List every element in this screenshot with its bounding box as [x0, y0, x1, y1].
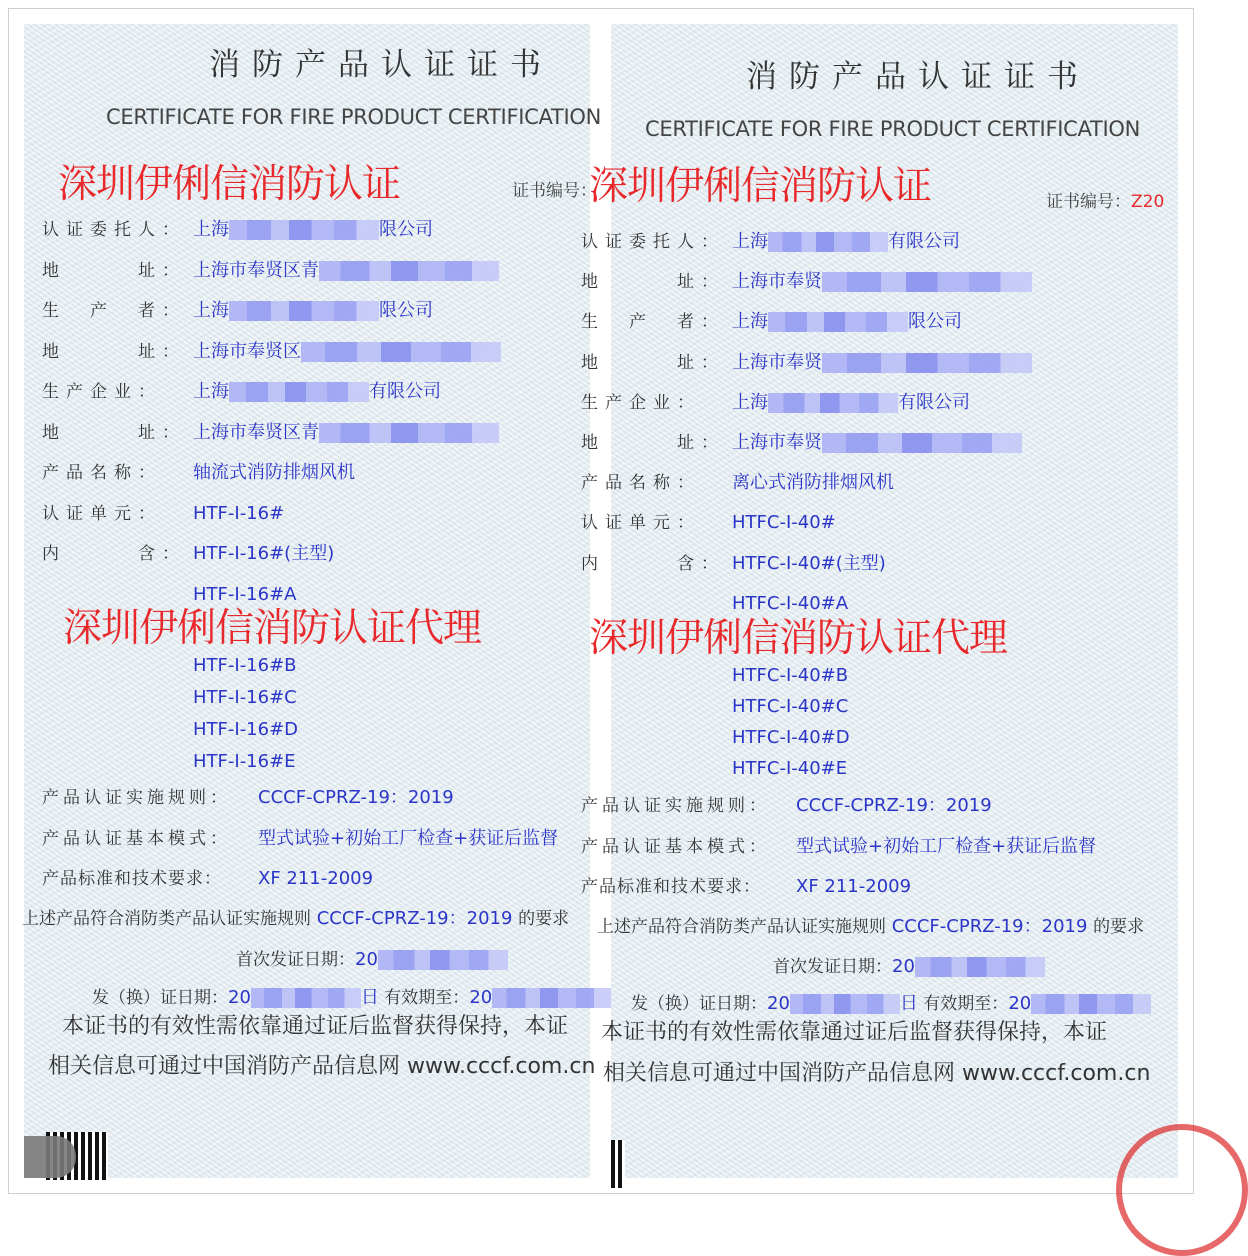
redacted-blur: [492, 988, 612, 1008]
certificate-number: [1046, 190, 1164, 214]
field-value: [193, 340, 501, 364]
issue-tail: 日: [899, 993, 918, 1014]
redacted-blur: [229, 220, 379, 240]
field-value: [193, 583, 296, 607]
mode-label: 产品认证基本模式：: [581, 836, 770, 857]
field-value-prefix: HTF-I-16#B: [193, 655, 297, 676]
certificate-right: [581, 24, 1178, 1178]
redacted-blur: [229, 382, 369, 402]
field-value-prefix: HTFC-I-40#: [732, 512, 836, 534]
redacted-blur: [915, 957, 1045, 977]
redacted-blur: [24, 1136, 76, 1178]
watermark-middle: 深圳伊俐信消防认证代理: [589, 616, 1008, 661]
field-value: [732, 431, 1022, 455]
redacted-blur: [229, 301, 379, 321]
field-label: 认证单元：: [581, 513, 701, 534]
field-value-prefix: 上海市奉贤: [732, 432, 822, 453]
watermark-top: 深圳伊俐信消防认证: [58, 162, 401, 207]
field-value: [732, 471, 894, 495]
first-issue-date: [236, 948, 508, 972]
field-value-prefix: HTFC-I-40#A: [732, 592, 849, 614]
valid-value: 20: [1008, 993, 1032, 1014]
field-value-suffix: 限公司: [908, 311, 962, 333]
field-value: [732, 511, 836, 535]
redacted-blur: [768, 232, 888, 252]
field-label: 生 产 者：: [581, 312, 725, 333]
redacted-blur: [768, 393, 898, 413]
field-value-prefix: HTFC-I-40#B: [732, 665, 849, 686]
field-value: [193, 718, 298, 742]
field-value-prefix: 上海市奉贤: [732, 351, 822, 373]
conformity-tail: 的要求: [1093, 917, 1145, 937]
first-issue-value: 20: [892, 956, 915, 977]
conformity-rule: CCCF-CPRZ-19：2019: [311, 908, 519, 929]
field-label: 生 产 者：: [42, 301, 186, 321]
official-seal-icon: [1116, 1124, 1248, 1256]
certificate-title: 消防产品认证证书: [746, 59, 1090, 95]
certificate-number-label: 证书编号：: [1046, 192, 1131, 212]
conformity-text: 上述产品符合消防类产品认证实施规则: [22, 909, 311, 929]
field-label: 认证委托人：: [581, 232, 725, 252]
field-value: [732, 230, 960, 254]
certificate-title-en: CERTIFICATE FOR FIRE PRODUCT CERTIFICATION: [645, 117, 1140, 141]
redacted-blur: [790, 994, 900, 1014]
field-value: [193, 686, 297, 710]
field-value-prefix: HTFC-I-40#C: [732, 696, 849, 717]
conformity-statement: [22, 907, 569, 931]
field-label: 内 含：: [42, 544, 186, 564]
qr-code-icon: [611, 1140, 625, 1188]
field-value-prefix: HTF-I-16#A: [193, 583, 297, 605]
field-value-prefix: 离心式消防排烟风机: [732, 472, 894, 494]
field-label: 生产企业：: [581, 392, 701, 413]
field-value-prefix: 上海: [732, 311, 768, 333]
field-label: 产品名称：: [581, 473, 701, 494]
field-value: [193, 259, 499, 283]
field-value-suffix: 限公司: [379, 300, 433, 321]
field-value-prefix: 上海市奉贤: [732, 271, 822, 293]
rules-label: 产品认证实施规则：: [42, 788, 231, 808]
field-value: [732, 695, 848, 719]
redacted-blur: [822, 272, 1032, 292]
rules-value: CCCF-CPRZ-19：2019: [258, 787, 454, 808]
rules-label: 产品认证实施规则：: [581, 796, 770, 816]
field-value: [732, 757, 847, 781]
watermark-middle: 深圳伊俐信消防认证代理: [63, 606, 482, 651]
certificate-number-label: 证书编号：: [512, 181, 597, 201]
redacted-blur: [768, 312, 908, 332]
footer-validity-note: 本证书的有效性需依靠通过证后监督获得保持，本证: [601, 1020, 1108, 1045]
certificate-title: 消防产品认证证书: [209, 47, 553, 83]
field-label: 认证委托人：: [42, 220, 186, 240]
conformity-text: 上述产品符合消防类产品认证实施规则: [597, 917, 886, 937]
valid-label: 有效期至：: [378, 988, 470, 1008]
field-label: 地 址：: [42, 341, 186, 362]
certificate-left: [22, 24, 601, 1178]
issue-date: [631, 992, 1151, 1016]
field-value: [732, 391, 970, 415]
field-value-prefix: HTFC-I-40#D: [732, 727, 850, 748]
footer-validity-note: 本证书的有效性需依靠通过证后监督获得保持，本证: [62, 1014, 569, 1039]
field-value-prefix: 上海: [193, 300, 229, 321]
mode-value: 型式试验+初始工厂检查+获证后监督: [796, 835, 1097, 857]
field-value-suffix: 限公司: [379, 219, 433, 240]
field-value-prefix: HTF-I-16#D: [193, 719, 299, 740]
field-label: 地 址：: [42, 260, 186, 281]
field-value-prefix: HTF-I-16#C: [193, 687, 297, 708]
redacted-blur: [1031, 994, 1151, 1014]
mode-label: 产品认证基本模式：: [42, 828, 231, 849]
certificate-number: [512, 179, 597, 203]
field-label: 地 址：: [42, 422, 186, 443]
field-value-prefix: 上海市奉贤区: [193, 340, 301, 362]
first-issue-label: 首次发证日期：: [773, 957, 892, 977]
field-value: [732, 552, 886, 576]
certificate-number-value: Z20: [1131, 192, 1165, 212]
rules-value: CCCF-CPRZ-19：2019: [796, 795, 992, 816]
field-label: 生产企业：: [42, 382, 162, 402]
field-value: [193, 421, 499, 445]
redacted-blur: [319, 261, 499, 281]
redacted-blur: [822, 433, 1022, 453]
issue-date: [92, 986, 612, 1010]
field-value-suffix: 有限公司: [369, 381, 441, 402]
field-value-prefix: HTFC-I-40#E: [732, 758, 848, 779]
field-label: 内 含：: [581, 553, 725, 574]
field-label: 地 址：: [581, 352, 725, 373]
field-value: [732, 270, 1032, 294]
field-label: 地 址：: [581, 433, 725, 453]
field-value-suffix: 有限公司: [898, 391, 970, 413]
redacted-blur: [378, 950, 508, 970]
field-value: [193, 654, 297, 678]
field-value: [732, 351, 1032, 375]
standard-value: XF 211-2009: [796, 876, 912, 897]
first-issue-date: [773, 955, 1045, 979]
field-label: 产品名称：: [42, 463, 162, 483]
field-value: [732, 592, 848, 616]
standard-label: 产品标准和技术要求：: [42, 869, 222, 889]
field-value: [193, 542, 334, 566]
field-label: 地 址：: [581, 272, 725, 293]
mode-value: 型式试验+初始工厂检查+获证后监督: [258, 827, 559, 849]
conformity-tail: 的要求: [518, 909, 570, 929]
redacted-blur: [822, 353, 1032, 373]
field-value: [193, 750, 296, 774]
issue-label: 发（换）证日期：: [631, 994, 767, 1014]
field-value-prefix: HTF-I-16#E: [193, 751, 296, 772]
field-value-prefix: 轴流式消防排烟风机: [193, 462, 355, 483]
first-issue-value: 20: [355, 949, 378, 970]
footer-info-website: 相关信息可通过中国消防产品信息网 www.cccf.com.cn: [603, 1061, 1151, 1086]
field-value-prefix: 上海: [193, 219, 229, 240]
field-value: [732, 310, 962, 334]
redacted-blur: [301, 342, 501, 362]
field-value-prefix: 上海: [732, 231, 768, 252]
field-label: 认证单元：: [42, 503, 162, 524]
first-issue-label: 首次发证日期：: [236, 950, 355, 970]
field-value: [193, 299, 433, 323]
field-value-suffix: 有限公司: [888, 231, 960, 252]
watermark-top: 深圳伊俐信消防认证: [589, 164, 932, 209]
valid-label: 有效期至：: [917, 994, 1009, 1014]
field-value: [193, 380, 441, 404]
field-value: [193, 461, 355, 485]
valid-value: 20: [469, 987, 493, 1008]
standard-value: XF 211-2009: [258, 868, 374, 889]
field-value-prefix: 上海: [732, 391, 768, 413]
field-value-prefix: HTF-I-16#: [193, 502, 285, 524]
conformity-rule: CCCF-CPRZ-19：2019: [886, 916, 1094, 937]
field-value-prefix: HTF-I-16#(主型): [193, 543, 335, 564]
field-value-prefix: 上海: [193, 381, 229, 402]
footer-info-website: 相关信息可通过中国消防产品信息网 www.cccf.com.cn: [48, 1054, 596, 1079]
conformity-statement: [597, 915, 1144, 939]
field-value: [193, 218, 433, 242]
standard-label: 产品标准和技术要求：: [581, 877, 761, 897]
certificate-title-en: CERTIFICATE FOR FIRE PRODUCT CERTIFICATION: [106, 105, 601, 129]
redacted-blur: [251, 988, 361, 1008]
field-value: [732, 664, 848, 688]
field-value: [732, 726, 850, 750]
redacted-blur: [319, 423, 499, 443]
field-value-prefix: HTFC-I-40#(主型): [732, 552, 886, 574]
issue-tail: 日: [360, 987, 379, 1008]
field-value-prefix: 上海市奉贤区青: [193, 421, 319, 443]
issue-value: 20: [228, 987, 251, 1008]
field-value: [193, 502, 284, 526]
field-value-prefix: 上海市奉贤区青: [193, 259, 319, 281]
issue-label: 发（换）证日期：: [92, 988, 228, 1008]
issue-value: 20: [767, 993, 790, 1014]
